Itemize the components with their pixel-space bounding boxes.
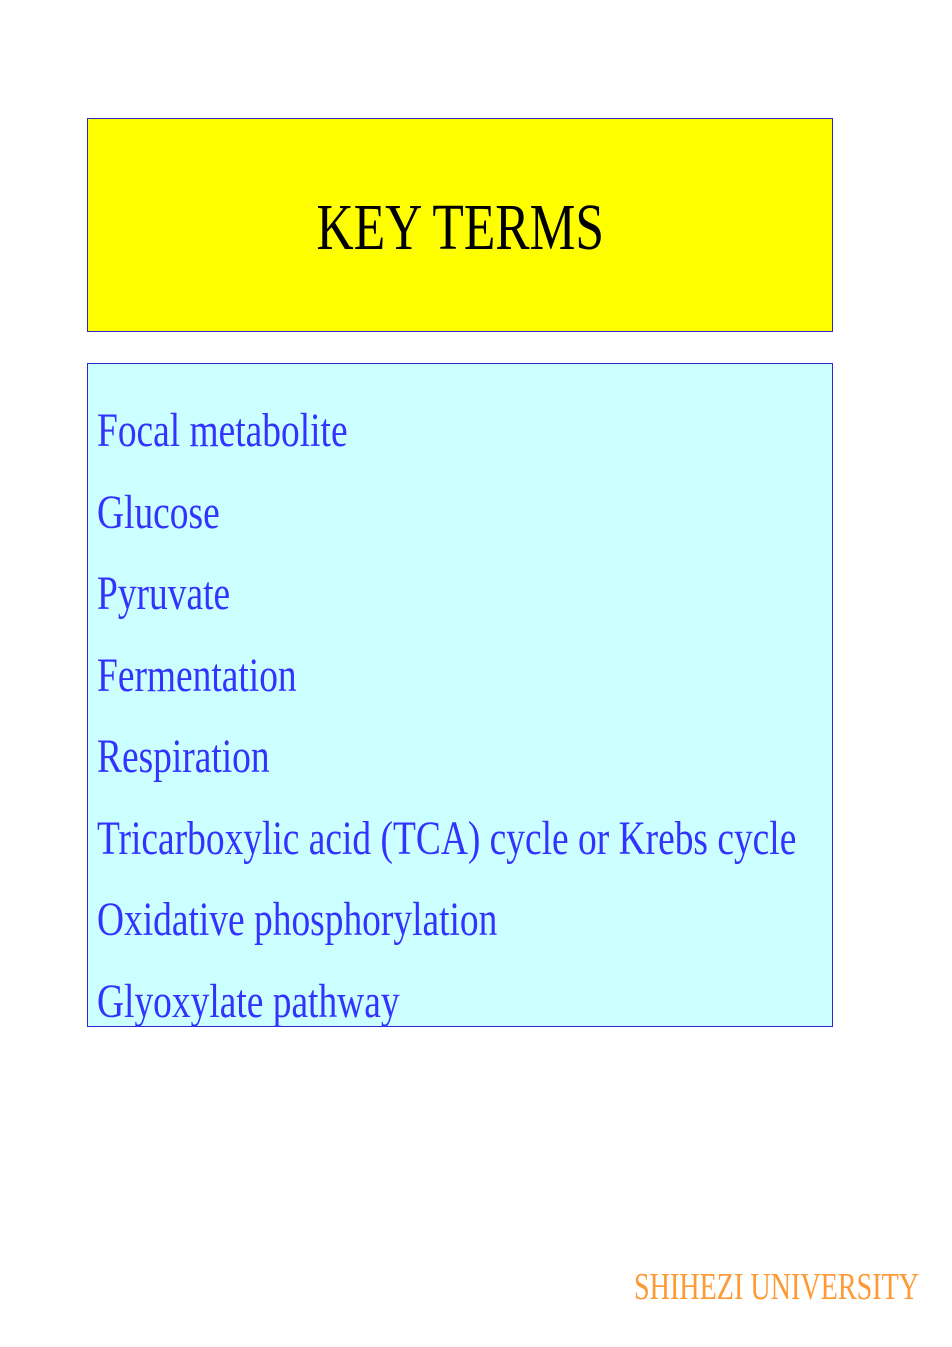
- key-terms-list: [87, 363, 833, 1027]
- list-item: Tricarboxylic acid (TCA) cycle or Krebs cycle: [97, 811, 797, 865]
- list-item: Fermentation: [97, 648, 297, 702]
- list-item: Pyruvate: [97, 567, 231, 620]
- list-item: Oxidative phosphorylation: [97, 893, 498, 946]
- footer-university-name: SHIHEZI UNIVERSITY: [634, 1266, 920, 1308]
- list-item: Focal metabolite: [97, 404, 348, 457]
- page-title: KEY TERMS: [316, 191, 604, 264]
- list-item: Respiration: [97, 730, 270, 783]
- title-box: [87, 118, 833, 332]
- list-item: Glucose: [97, 485, 220, 539]
- list-item: Glyoxylate pathway: [97, 974, 400, 1028]
